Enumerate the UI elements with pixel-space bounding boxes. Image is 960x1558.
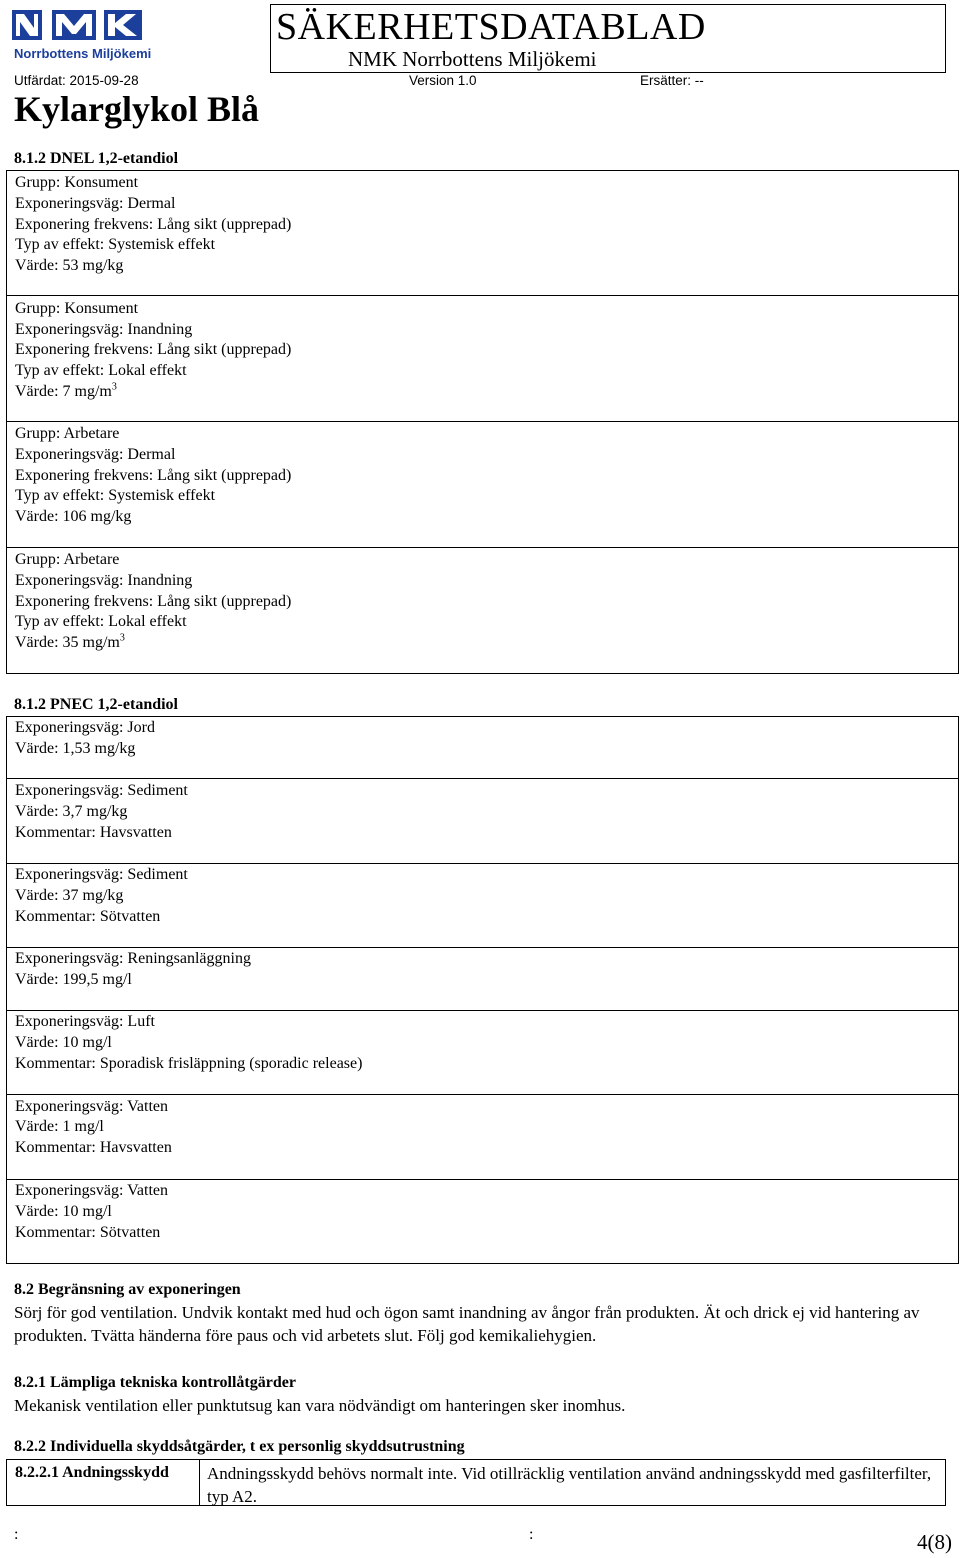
dnel-vag: Exponeringsväg: Inandning bbox=[15, 321, 193, 338]
version: Version 1.0 bbox=[409, 73, 477, 88]
product-name: Kylarglykol Blå bbox=[14, 89, 260, 129]
pnec-varde: Värde: 10 mg/l bbox=[15, 1034, 112, 1051]
dnel-effekt: Typ av effekt: Systemisk effekt bbox=[15, 236, 216, 253]
dnel-frekvens: Exponering frekvens: Lång sikt (upprepad) bbox=[15, 593, 292, 610]
document-subtitle: NMK Norrbottens Miljökemi bbox=[348, 47, 597, 71]
page-number: 4(8) bbox=[917, 1530, 952, 1554]
dnel-grupp: Grupp: Konsument bbox=[15, 174, 139, 191]
pnec-varde: Värde: 37 mg/kg bbox=[15, 887, 124, 904]
dnel-vag: Exponeringsväg: Inandning bbox=[15, 572, 193, 589]
pnec-varde: Värde: 199,5 mg/l bbox=[15, 971, 132, 988]
section-8-2-text: Sörj för god ventilation. Undvik kontakt med hud och ögon samt inandning av ångor från produkten. Ät och drick ej vid hantering av produkten. Tvätta händerna före paus och vid arbetets slut. Följ god kemikaliehygien. bbox=[14, 1303, 920, 1345]
pnec-vag: Exponeringsväg: Sediment bbox=[15, 866, 188, 883]
pnec-group bbox=[6, 1179, 959, 1264]
section-8-2-heading: 8.2 Begränsning av exponeringen bbox=[14, 1281, 241, 1298]
pnec-kommentar: Kommentar: Sporadisk frisläppning (sporadic release) bbox=[15, 1055, 363, 1072]
pnec-vag: Exponeringsväg: Vatten bbox=[15, 1182, 169, 1199]
pnec-kommentar: Kommentar: Havsvatten bbox=[15, 1139, 172, 1156]
dnel-heading: 8.1.2 DNEL 1,2-etandiol bbox=[14, 150, 179, 167]
dnel-vag: Exponeringsväg: Dermal bbox=[15, 446, 176, 463]
issued-date: Utfärdat: 2015-09-28 bbox=[14, 73, 139, 88]
section-8-2-1-text: Mekanisk ventilation eller punktutsug kan vara nödvändigt om hanteringen sker inomhus. bbox=[14, 1396, 626, 1415]
pnec-vag: Exponeringsväg: Sediment bbox=[15, 782, 188, 799]
pnec-kommentar: Kommentar: Sötvatten bbox=[15, 908, 161, 925]
pnec-varde: Värde: 1 mg/l bbox=[15, 1118, 104, 1135]
nmk-logo bbox=[6, 4, 156, 66]
title-box bbox=[270, 4, 946, 73]
dnel-varde: Värde: 106 mg/kg bbox=[15, 508, 132, 525]
dnel-frekvens: Exponering frekvens: Lång sikt (upprepad) bbox=[15, 216, 292, 233]
dnel-group bbox=[6, 421, 959, 548]
footer-colon-left: : bbox=[14, 1526, 19, 1543]
pnec-heading: 8.1.2 PNEC 1,2-etandiol bbox=[14, 696, 178, 713]
pnec-group bbox=[6, 778, 959, 864]
pnec-group bbox=[6, 716, 959, 779]
table-row-text: Andningsskydd behövs normalt inte. Vid otillräcklig ventilation använd andningsskydd med gasfilterfilter, typ A2. bbox=[207, 1464, 932, 1506]
pnec-vag: Exponeringsväg: Vatten bbox=[15, 1098, 169, 1115]
dnel-grupp: Grupp: Arbetare bbox=[15, 551, 120, 568]
pnec-group bbox=[6, 1094, 959, 1180]
footer-colon-right: : bbox=[529, 1526, 534, 1543]
dnel-varde: Värde: 35 $mg/m^3$ bbox=[15, 632, 125, 651]
dnel-effekt: Typ av effekt: Systemisk effekt bbox=[15, 487, 216, 504]
dnel-varde: Värde: 53 mg/kg bbox=[15, 257, 124, 274]
document-title: SÄKERHETSDATABLAD bbox=[276, 6, 706, 48]
section-8-2-2-heading: 8.2.2 Individuella skyddsåtgärder, t ex personlig skyddsutrustning bbox=[14, 1438, 465, 1455]
pnec-vag: Exponeringsväg: Luft bbox=[15, 1013, 155, 1030]
logo-subtext: Norrbottens Miljökemi bbox=[14, 46, 152, 61]
pnec-kommentar: Kommentar: Havsvatten bbox=[15, 824, 172, 841]
dnel-effekt: Typ av effekt: Lokal effekt bbox=[15, 613, 187, 630]
dnel-effekt: Typ av effekt: Lokal effekt bbox=[15, 362, 187, 379]
dnel-group bbox=[6, 547, 959, 674]
pnec-kommentar: Kommentar: Sötvatten bbox=[15, 1224, 161, 1241]
pnec-vag: Exponeringsväg: Jord bbox=[15, 719, 155, 736]
dnel-frekvens: Exponering frekvens: Lång sikt (upprepad) bbox=[15, 467, 292, 484]
dnel-group bbox=[6, 170, 959, 296]
dnel-frekvens: Exponering frekvens: Lång sikt (upprepad) bbox=[15, 341, 292, 358]
dnel-vag: Exponeringsväg: Dermal bbox=[15, 195, 176, 212]
pnec-group bbox=[6, 1010, 959, 1095]
pnec-varde: Värde: 10 mg/l bbox=[15, 1203, 112, 1220]
dnel-varde: Värde: 7 $mg/m^3$ bbox=[15, 381, 117, 400]
respiratory-protection-table bbox=[6, 1459, 946, 1506]
pnec-varde: Värde: 3,7 mg/kg bbox=[15, 803, 128, 820]
pnec-group bbox=[6, 863, 959, 948]
pnec-group bbox=[6, 947, 959, 1011]
dnel-grupp: Grupp: Arbetare bbox=[15, 425, 120, 442]
pnec-varde: Värde: 1,53 mg/kg bbox=[15, 740, 136, 757]
dnel-grupp: Grupp: Konsument bbox=[15, 300, 139, 317]
replaces: Ersätter: -- bbox=[640, 73, 704, 88]
pnec-vag: Exponeringsväg: Reningsanläggning bbox=[15, 950, 251, 967]
section-8-2-1-heading: 8.2.1 Lämpliga tekniska kontrollåtgärder bbox=[14, 1374, 296, 1391]
table-row-label: 8.2.2.1 Andningsskydd bbox=[7, 1460, 200, 1505]
dnel-group bbox=[6, 295, 959, 422]
